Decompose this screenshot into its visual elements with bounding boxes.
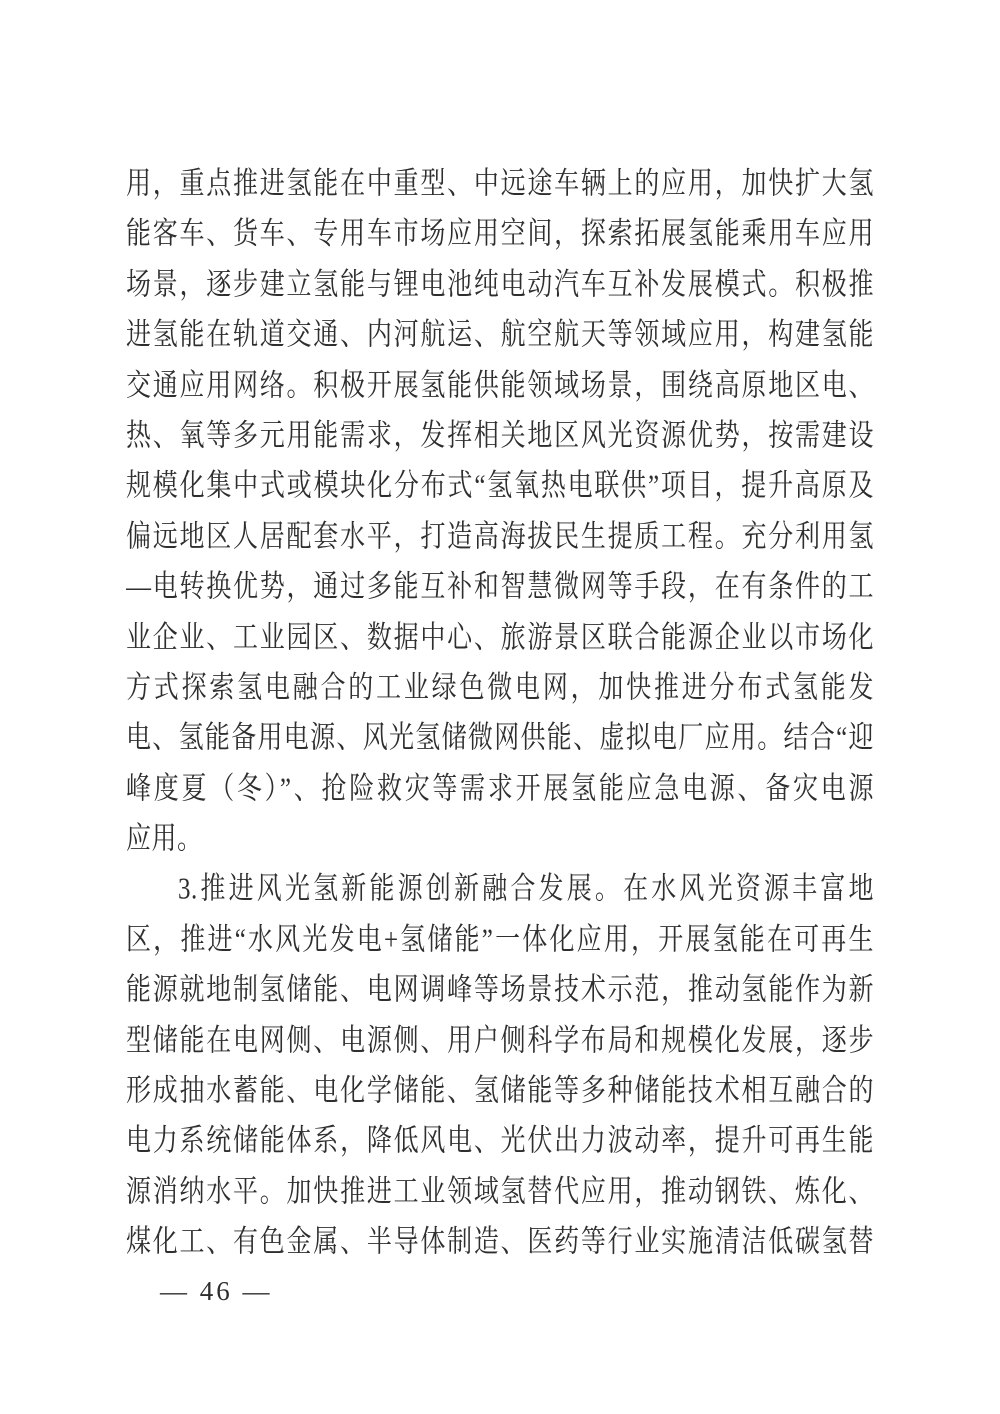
document-body [126,160,874,1269]
text-line: 业企业、工业园区、数据中心、旅游景区联合能源企业以市场化 [126,621,874,655]
text-line: 场景，逐步建立氢能与锂电池纯电动汽车互补发展模式。积极推 [126,268,874,302]
page-footer [160,1266,273,1316]
text-line: 形成抽水蓄能、电化学储能、氢储能等多种储能技术相互融合的 [126,1074,874,1108]
text-line: 型储能在电网侧、电源侧、用户侧科学布局和规模化发展，逐步 [126,1024,874,1058]
page-number: — 46 — [160,1276,273,1306]
text-line: 能客车、货车、专用车市场应用空间，探索拓展氢能乘用车应用 [126,218,874,252]
text-line: 应用。 [126,822,203,856]
text-line: 能源就地制氢储能、电网调峰等场景技术示范，推动氢能作为新 [126,974,874,1008]
text-line: 电、氢能备用电源、风光氢储微网供能、虚拟电厂应用。结合“迎 [126,722,874,756]
text-line: 区，推进“水风光发电+氢储能”一体化应用，开展氢能在可再生 [126,923,874,957]
text-line: —电转换优势，通过多能互补和智慧微网等手段，在有条件的工 [126,571,874,604]
text-line: 方式探索氢电融合的工业绿色微电网，加快推进分布式氢能发 [126,671,874,705]
text-line: 交通应用网络。积极开展氢能供能领域场景，围绕高原地区电、 [126,369,874,403]
text-line: 源消纳水平。加快推进工业领域氢替代应用，推动钢铁、炼化、 [126,1175,874,1209]
text-line: 3.推进风光氢新能源创新融合发展。在水风光资源丰富地 [178,873,874,907]
text-line: 进氢能在轨道交通、内河航运、航空航天等领域应用，构建氢能 [126,319,874,352]
text-line: 峰度夏（冬）”、抢险救灾等需求开展氢能应急电源、备灾电源 [126,772,874,806]
text-line: 热、氧等多元用能需求，发挥相关地区风光资源优势，按需建设 [126,419,874,453]
text-line: 煤化工、有色金属、半导体制造、医药等行业实施清洁低碳氢替 [126,1226,874,1260]
text-line: 电力系统储能体系，降低风电、光伏出力波动率，提升可再生能 [126,1125,874,1159]
text-line: 偏远地区人居配套水平，打造高海拔民生提质工程。充分利用氢 [126,520,874,554]
text-line: 规模化集中式或模块化分布式“氢氧热电联供”项目，提升高原及 [126,470,874,504]
text-line: 用，重点推进氢能在中重型、中远途车辆上的应用，加快扩大氢 [126,167,874,201]
